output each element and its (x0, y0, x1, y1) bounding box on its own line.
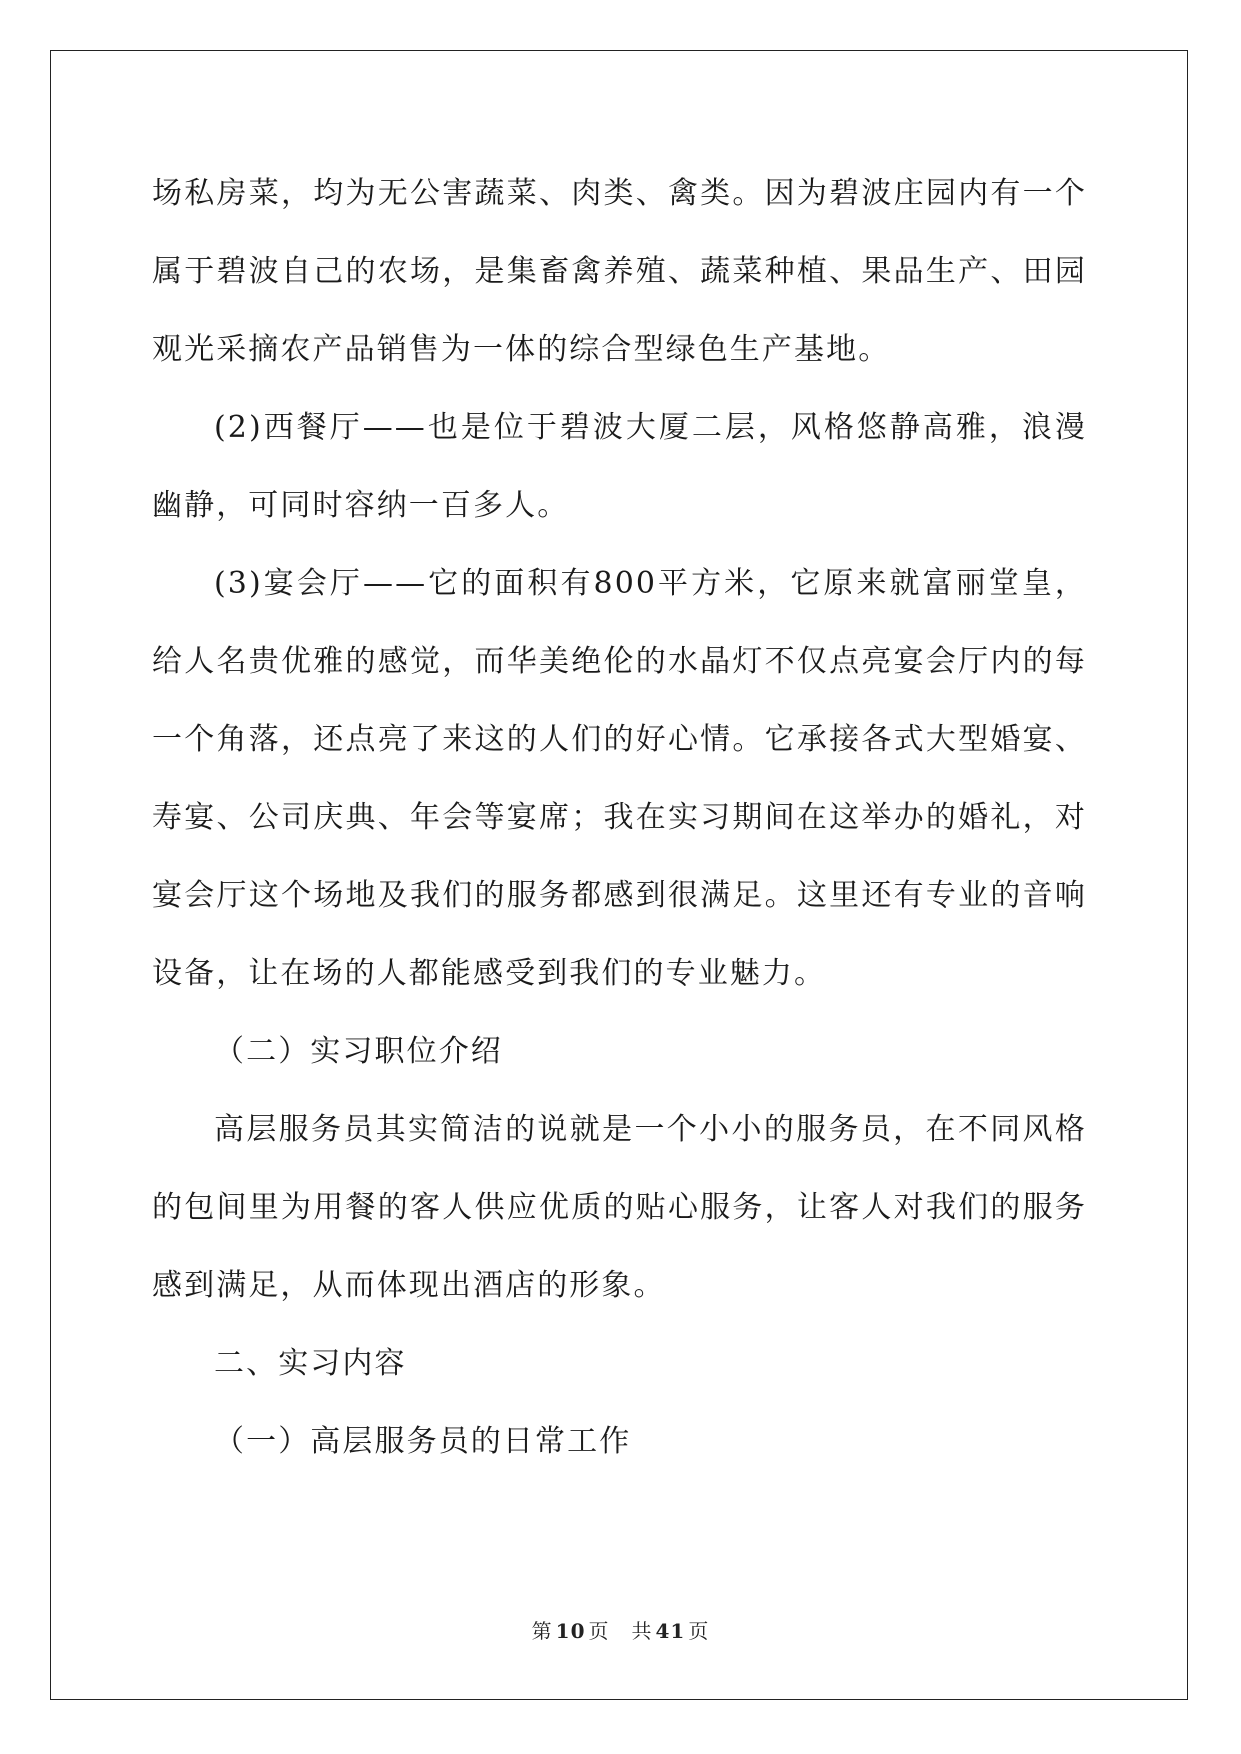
footer-total-pages: 41 (655, 1619, 686, 1643)
paragraph-banquet-hall: (3)宴会厅——它的面积有800平方米，它原来就富丽堂皇，给人名贵优雅的感觉，而华美绝伦的水晶灯不仅点亮宴会厅内的每一个角落，还点亮了来这的人们的好心情。它承接各式大型婚宴、寿宴、公司庆典、年会等宴席；我在实习期间在这举办的婚礼，对宴会厅这个场地及我们的服务都感到很满足。这里还有专业的音响设备，让在场的人都能感受到我们的专业魅力。 (152, 566, 1087, 991)
document-body (152, 155, 1087, 1481)
section-heading-daily-work: （一）高层服务员的日常工作 (214, 1424, 632, 1459)
footer-total-prefix: 共 (631, 1619, 653, 1643)
paragraph-continuation: 场私房菜，均为无公害蔬菜、肉类、禽类。因为碧波庄园内有一个属于碧波自己的农场，是集畜禽养殖、蔬菜种植、果品生产、田园观光采摘农产品销售为一体的综合型绿色生产基地。 (152, 176, 1087, 367)
footer-page-suffix: 页 (588, 1619, 610, 1643)
paragraph-western-restaurant: (2)西餐厅——也是位于碧波大厦二层，风格悠静高雅，浪漫幽静，可同时容纳一百多人。 (152, 410, 1087, 523)
section-heading-position-intro: （二）实习职位介绍 (214, 1034, 503, 1069)
paragraph-position-description: 高层服务员其实简洁的说就是一个小小的服务员，在不同风格的包间里为用餐的客人供应优质的贴心服务，让客人对我们的服务感到满足，从而体现出酒店的形象。 (152, 1112, 1087, 1303)
section-heading-internship-content: 二、实习内容 (214, 1346, 407, 1381)
footer-total-suffix: 页 (688, 1619, 710, 1643)
footer-page-number: 10 (555, 1619, 586, 1643)
page-footer (0, 1615, 1241, 1644)
footer-prefix: 第 (531, 1619, 553, 1643)
